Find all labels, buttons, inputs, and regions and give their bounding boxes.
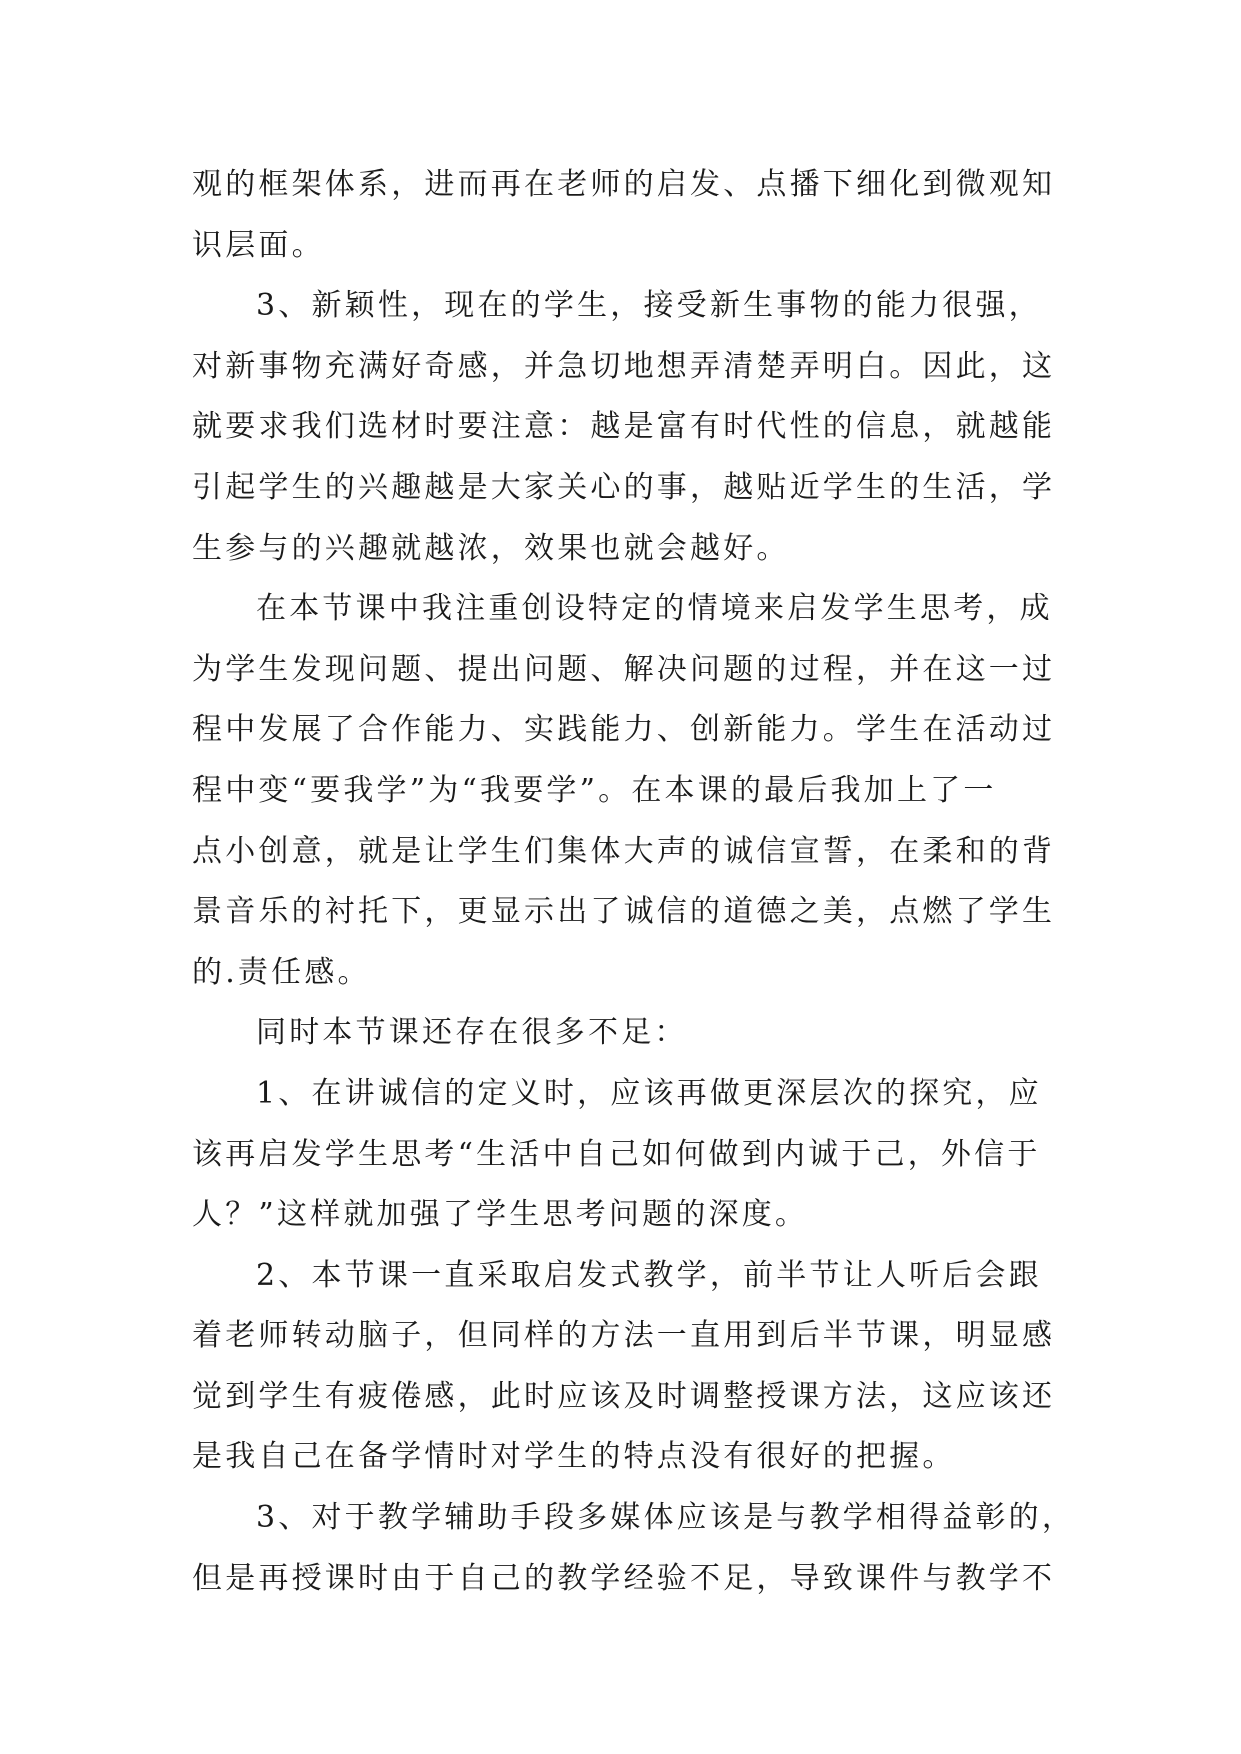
text-line: 觉到学生有疲倦感，此时应该及时调整授课方法，这应该还 (192, 1378, 1056, 1414)
text-line: 景音乐的衬托下，更显示出了诚信的道德之美，点燃了学生 (192, 894, 1056, 930)
text-line: 3、新颖性，现在的学生，接受新生事物的能力很强， (256, 288, 1042, 324)
text-line: 观的框架体系，进而再在老师的启发、点播下细化到微观知 (192, 167, 1056, 202)
text-line: 是我自己在备学情时对学生的特点没有很好的把握。 (192, 1439, 956, 1475)
text-line: 点小创意，就是让学生们集体大声的诚信宣誓，在柔和的背 (192, 833, 1056, 869)
text-line: 为学生发现问题、提出问题、解决问题的过程，并在这一过 (192, 651, 1056, 687)
text-line: 人？”这样就加强了学生思考问题的深度。 (192, 1197, 809, 1233)
text-line: 该再启发学生思考“生活中自己如何做到内诚于己，外信于 (192, 1136, 1041, 1172)
text-line: 1、在讲诚信的定义时，应该再做更深层次的探究，应 (256, 1075, 1042, 1111)
text-line: 2、本节课一直采取启发式教学，前半节让人听后会跟 (256, 1257, 1042, 1293)
text-line: 对新事物充满好奇感，并急切地想弄清楚弄明白。因此，这 (192, 348, 1056, 384)
text-line: 的.责任感。 (192, 954, 371, 990)
text-line: 程中发展了合作能力、实践能力、创新能力。学生在活动过 (192, 712, 1056, 748)
text-line: 就要求我们选材时要注意：越是富有时代性的信息，就越能 (192, 409, 1056, 445)
document-body (192, 155, 1076, 1609)
text-line: 但是再授课时由于自己的教学经验不足，导致课件与教学不 (192, 1560, 1056, 1596)
text-line: 同时本节课还存在很多不足： (256, 1015, 688, 1051)
text-line: 生参与的兴趣就越浓，效果也就会越好。 (192, 530, 790, 566)
text-line: 程中变“要我学”为“我要学”。在本课的最后我加上了一 (192, 772, 997, 808)
text-line: 引起学生的兴趣越是大家关心的事，越贴近学生的生活，学 (192, 469, 1056, 505)
text-line: 3、对于教学辅助手段多媒体应该是与教学相得益彰的， (256, 1500, 1076, 1536)
text-line: 识层面。 (192, 227, 325, 263)
text-line: 着老师转动脑子，但同样的方法一直用到后半节课，明显感 (192, 1318, 1056, 1354)
text-line: 在本节课中我注重创设特定的情境来启发学生思考，成 (256, 591, 1053, 627)
